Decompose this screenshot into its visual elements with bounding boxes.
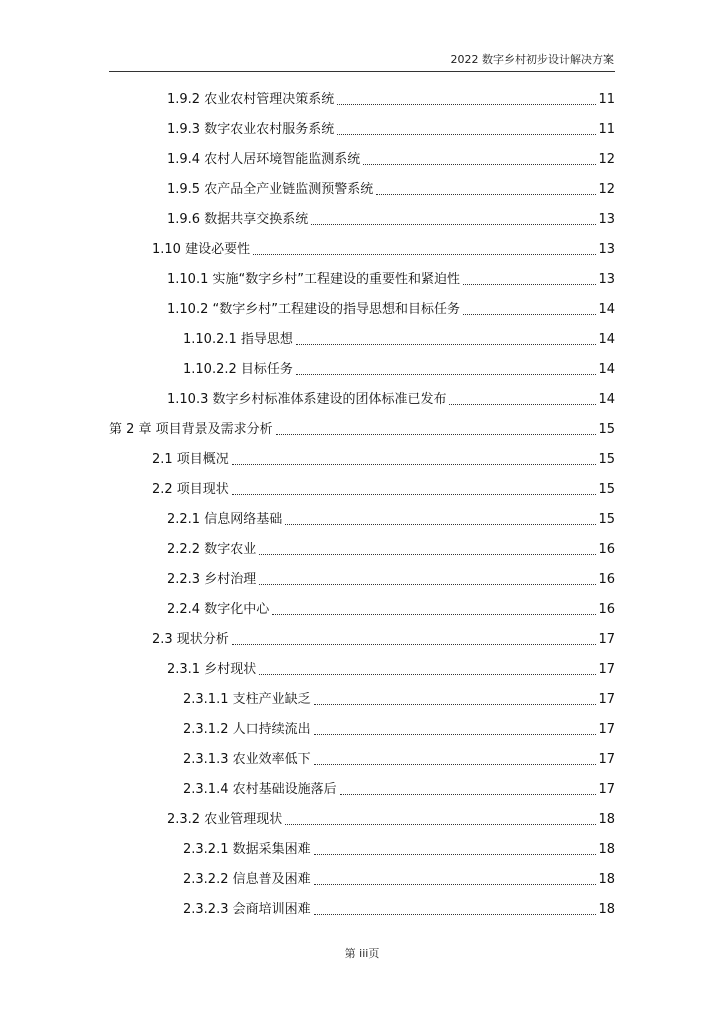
dot-leader	[314, 854, 597, 855]
toc-entry-title: 2.3.2.1 数据采集困难	[183, 842, 311, 857]
toc-entry-2-3-2-1[interactable]	[183, 838, 615, 858]
toc-page-number: 14	[598, 302, 615, 317]
toc-entry-1-10-1[interactable]	[167, 268, 615, 288]
toc-entry-2-2-4[interactable]	[167, 598, 615, 618]
toc-page-number: 14	[598, 332, 615, 347]
dot-leader	[259, 674, 596, 675]
toc-entry-2-3-1[interactable]	[167, 658, 615, 678]
toc-entry-title: 2.2 项目现状	[152, 482, 229, 497]
toc-page-number: 12	[598, 182, 615, 197]
toc-page-number: 16	[598, 602, 615, 617]
toc-entry-1-10[interactable]	[152, 238, 615, 258]
toc-page-number: 17	[598, 782, 615, 797]
dot-leader	[449, 404, 596, 405]
toc-page-number: 16	[598, 572, 615, 587]
toc-entry-2-2[interactable]	[152, 478, 615, 498]
dot-leader	[376, 194, 596, 195]
toc-entry-2-3-2[interactable]	[167, 808, 615, 828]
dot-leader	[272, 614, 596, 615]
toc-entry-1-10-2-2[interactable]	[183, 358, 615, 378]
toc-entry-title: 2.1 项目概况	[152, 452, 229, 467]
dot-leader	[340, 794, 597, 795]
toc-entry-2-1[interactable]	[152, 448, 615, 468]
toc-page-number: 17	[598, 722, 615, 737]
toc-entry-chapter-2[interactable]	[109, 418, 615, 438]
toc-page-number: 17	[598, 662, 615, 677]
dot-leader	[314, 764, 597, 765]
toc-entry-2-2-2[interactable]	[167, 538, 615, 558]
header-divider	[109, 71, 615, 72]
toc-entry-2-3-2-2[interactable]	[183, 868, 615, 888]
toc-entry-1-9-5[interactable]	[167, 178, 615, 198]
toc-entry-title: 1.10.2 “数字乡村”工程建设的指导思想和目标任务	[167, 302, 460, 317]
dot-leader	[314, 884, 597, 885]
toc-page-number: 17	[598, 692, 615, 707]
toc-entry-title: 2.3.1.1 支柱产业缺乏	[183, 692, 311, 707]
dot-leader	[311, 224, 596, 225]
page-footer: 第 iii页	[344, 947, 380, 960]
dot-leader	[296, 374, 597, 375]
toc-entry-title: 2.3.1 乡村现状	[167, 662, 257, 677]
toc-entry-title: 1.10.1 实施“数字乡村”工程建设的重要性和紧迫性	[167, 272, 460, 287]
toc-entry-1-10-3[interactable]	[167, 388, 615, 408]
page-header: 2022 数字乡村初步设计解决方案	[450, 53, 614, 66]
toc-page-number: 15	[598, 512, 615, 527]
toc-entry-2-2-3[interactable]	[167, 568, 615, 588]
dot-leader	[232, 464, 597, 465]
toc-page-number: 15	[598, 422, 615, 437]
toc-entry-2-3[interactable]	[152, 628, 615, 648]
dot-leader	[463, 314, 597, 315]
dot-leader	[276, 434, 597, 435]
dot-leader	[232, 494, 597, 495]
dot-leader	[314, 734, 597, 735]
toc-entry-2-3-1-4[interactable]	[183, 778, 615, 798]
toc-entry-title: 2.3.1.3 农业效率低下	[183, 752, 311, 767]
toc-entry-1-10-2[interactable]	[167, 298, 615, 318]
dot-leader	[296, 344, 597, 345]
toc-entry-1-9-3[interactable]	[167, 118, 615, 138]
toc-entry-title: 2.3.2 农业管理现状	[167, 812, 283, 827]
toc-entry-2-3-1-1[interactable]	[183, 688, 615, 708]
toc-page-number: 13	[598, 212, 615, 227]
toc-page-number: 14	[598, 362, 615, 377]
toc-entry-title: 2.2.1 信息网络基础	[167, 512, 283, 527]
toc-entry-title: 2.3.1.4 农村基础设施落后	[183, 782, 337, 797]
toc-entry-title: 1.9.5 农产品全产业链监测预警系统	[167, 182, 374, 197]
toc-entry-title: 2.3.2.2 信息普及困难	[183, 872, 311, 887]
toc-page-number: 18	[598, 872, 615, 887]
toc-entry-2-2-1[interactable]	[167, 508, 615, 528]
toc-page-number: 16	[598, 542, 615, 557]
toc-entry-title: 2.2.2 数字农业	[167, 542, 257, 557]
dot-leader	[363, 164, 596, 165]
toc-page-number: 14	[598, 392, 615, 407]
toc-entry-title: 1.9.3 数字农业农村服务系统	[167, 122, 335, 137]
dot-leader	[337, 104, 596, 105]
toc-entry-1-9-4[interactable]	[167, 148, 615, 168]
toc-page-number: 12	[598, 152, 615, 167]
toc-page-number: 15	[598, 482, 615, 497]
toc-page-number: 18	[598, 902, 615, 917]
dot-leader	[285, 824, 596, 825]
dot-leader	[337, 134, 596, 135]
dot-leader	[314, 914, 597, 915]
toc-entry-title: 1.10 建设必要性	[152, 242, 251, 257]
toc-entry-title: 1.9.4 农村人居环境智能监测系统	[167, 152, 361, 167]
dot-leader	[253, 254, 596, 255]
dot-leader	[259, 554, 596, 555]
toc-entry-title: 1.10.2.1 指导思想	[183, 332, 293, 347]
toc-entry-title: 1.9.2 农业农村管理决策系统	[167, 92, 335, 107]
toc-entry-title: 2.3.2.3 会商培训困难	[183, 902, 311, 917]
toc-entry-2-3-1-2[interactable]	[183, 718, 615, 738]
toc-entry-2-3-2-3[interactable]	[183, 898, 615, 918]
toc-entry-1-9-2[interactable]	[167, 88, 615, 108]
toc-entry-title: 2.3.1.2 人口持续流出	[183, 722, 311, 737]
toc-entry-1-10-2-1[interactable]	[183, 328, 615, 348]
toc-page-number: 15	[598, 452, 615, 467]
dot-leader	[259, 584, 596, 585]
toc-page-number: 11	[598, 92, 615, 107]
toc-page-number: 17	[598, 632, 615, 647]
dot-leader	[232, 644, 597, 645]
toc-entry-1-9-6[interactable]	[167, 208, 615, 228]
toc-entry-title: 1.10.3 数字乡村标准体系建设的团体标准已发布	[167, 392, 447, 407]
toc-entry-title: 2.2.3 乡村治理	[167, 572, 257, 587]
toc-entry-title: 第 2 章 项目背景及需求分析	[109, 422, 273, 437]
toc-page-number: 18	[598, 812, 615, 827]
toc-page-number: 17	[598, 752, 615, 767]
dot-leader	[314, 704, 597, 705]
toc-entry-title: 2.2.4 数字化中心	[167, 602, 270, 617]
toc-page-number: 13	[598, 272, 615, 287]
toc-entry-title: 2.3 现状分析	[152, 632, 229, 647]
toc-page-number: 13	[598, 242, 615, 257]
toc-entry-title: 1.10.2.2 目标任务	[183, 362, 293, 377]
toc-page-number: 11	[598, 122, 615, 137]
toc-entry-title: 1.9.6 数据共享交换系统	[167, 212, 309, 227]
dot-leader	[463, 284, 597, 285]
dot-leader	[285, 524, 596, 525]
toc-entry-2-3-1-3[interactable]	[183, 748, 615, 768]
toc-page-number: 18	[598, 842, 615, 857]
